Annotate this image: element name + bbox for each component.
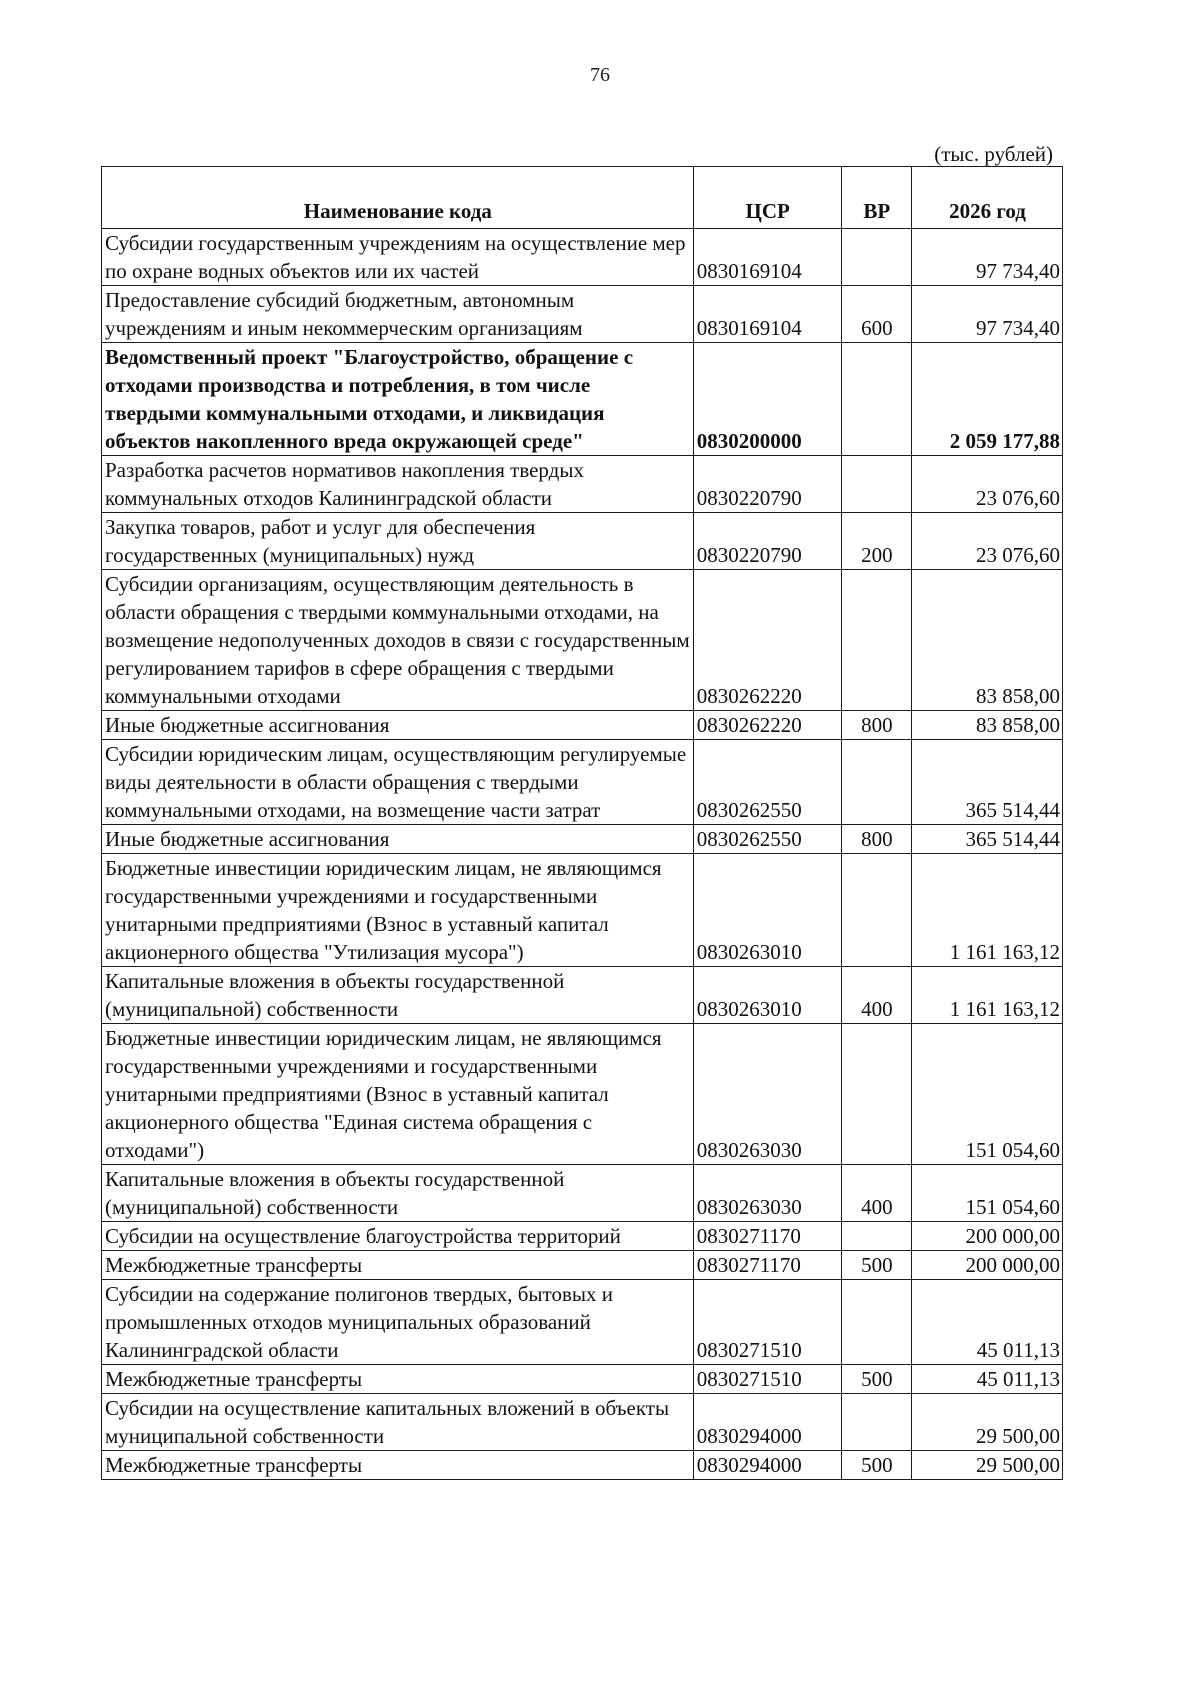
cell-name: Закупка товаров, работ и услуг для обеспечения государственных (муниципальных) нужд <box>102 513 694 570</box>
cell-sum: 97 734,40 <box>912 286 1063 343</box>
cell-sum: 365 514,44 <box>912 825 1063 854</box>
cell-name: Субсидии на осуществление благоустройства территорий <box>102 1222 694 1251</box>
cell-code: 0830169104 <box>693 229 841 286</box>
table-row <box>102 456 1063 513</box>
column-header-name: Наименование кода <box>102 167 694 229</box>
cell-code: 0830262550 <box>693 740 841 825</box>
table-row <box>102 1251 1063 1280</box>
cell-sum: 45 011,13 <box>912 1365 1063 1394</box>
cell-code: 0830262220 <box>693 570 841 711</box>
cell-sum: 83 858,00 <box>912 711 1063 740</box>
cell-vr: 800 <box>841 825 911 854</box>
table-row <box>102 513 1063 570</box>
cell-code: 0830263010 <box>693 854 841 967</box>
cell-sum: 1 161 163,12 <box>912 854 1063 967</box>
table-row <box>102 229 1063 286</box>
cell-vr <box>841 570 911 711</box>
cell-code: 0830271510 <box>693 1280 841 1365</box>
cell-name: Бюджетные инвестиции юридическим лицам, не являющимся государственными учреждениями и государственными унитарными предприятиями (Взнос в уставный капитал акционерного общества "Утилизация мусора") <box>102 854 694 967</box>
page-number: 76 <box>590 64 610 86</box>
table-row <box>102 286 1063 343</box>
cell-name: Бюджетные инвестиции юридическим лицам, не являющимся государственными учреждениями и государственными унитарными предприятиями (Взнос в уставный капитал акционерного общества "Единая система обращения с отходами") <box>102 1024 694 1165</box>
cell-vr <box>841 343 911 456</box>
table-row <box>102 1222 1063 1251</box>
column-header-code: ЦСР <box>693 167 841 229</box>
cell-code: 0830271170 <box>693 1222 841 1251</box>
cell-vr: 500 <box>841 1251 911 1280</box>
table-body <box>102 229 1063 1480</box>
table-row <box>102 967 1063 1024</box>
cell-name: Предоставление субсидий бюджетным, автономным учреждениям и иным некоммерческим организациям <box>102 286 694 343</box>
cell-name: Межбюджетные трансферты <box>102 1451 694 1480</box>
cell-sum: 200 000,00 <box>912 1251 1063 1280</box>
cell-name: Субсидии на осуществление капитальных вложений в объекты муниципальной собственности <box>102 1394 694 1451</box>
table-row <box>102 825 1063 854</box>
cell-vr: 200 <box>841 513 911 570</box>
cell-sum: 83 858,00 <box>912 570 1063 711</box>
cell-vr: 500 <box>841 1365 911 1394</box>
table-row <box>102 1394 1063 1451</box>
cell-sum: 29 500,00 <box>912 1394 1063 1451</box>
cell-name: Субсидии юридическим лицам, осуществляющим регулируемые виды деятельности в области обращения с твердыми коммунальными отходами, на возмещение части затрат <box>102 740 694 825</box>
cell-code: 0830263030 <box>693 1024 841 1165</box>
table-row <box>102 1024 1063 1165</box>
cell-sum: 2 059 177,88 <box>912 343 1063 456</box>
cell-code: 0830220790 <box>693 456 841 513</box>
units-label: (тыс. рублей) <box>934 142 1053 166</box>
cell-sum: 45 011,13 <box>912 1280 1063 1365</box>
column-header-vr: ВР <box>841 167 911 229</box>
cell-name: Иные бюджетные ассигнования <box>102 711 694 740</box>
table-row <box>102 1165 1063 1222</box>
cell-vr: 800 <box>841 711 911 740</box>
cell-sum: 151 054,60 <box>912 1024 1063 1165</box>
cell-vr: 400 <box>841 1165 911 1222</box>
cell-name: Иные бюджетные ассигнования <box>102 825 694 854</box>
cell-vr: 500 <box>841 1451 911 1480</box>
cell-name: Межбюджетные трансферты <box>102 1365 694 1394</box>
cell-sum: 97 734,40 <box>912 229 1063 286</box>
cell-name: Разработка расчетов нормативов накопления твердых коммунальных отходов Калининградской области <box>102 456 694 513</box>
cell-code: 0830271170 <box>693 1251 841 1280</box>
cell-sum: 365 514,44 <box>912 740 1063 825</box>
cell-name: Субсидии государственным учреждениям на осуществление мер по охране водных объектов или их частей <box>102 229 694 286</box>
cell-code: 0830271510 <box>693 1365 841 1394</box>
column-header-year: 2026 год <box>912 167 1063 229</box>
cell-code: 0830263030 <box>693 1165 841 1222</box>
cell-code: 0830294000 <box>693 1451 841 1480</box>
cell-sum: 29 500,00 <box>912 1451 1063 1480</box>
cell-name: Субсидии на содержание полигонов твердых, бытовых и промышленных отходов муниципальных образований Калининградской области <box>102 1280 694 1365</box>
cell-code: 0830262220 <box>693 711 841 740</box>
cell-name: Ведомственный проект "Благоустройство, обращение с отходами производства и потребления, в том числе твердыми коммунальными отходами, и ликвидация объектов накопленного вреда окружающей среде" <box>102 343 694 456</box>
cell-sum: 200 000,00 <box>912 1222 1063 1251</box>
cell-vr <box>841 229 911 286</box>
table-header-row <box>102 167 1063 229</box>
table-row <box>102 343 1063 456</box>
cell-vr: 600 <box>841 286 911 343</box>
table-row <box>102 1451 1063 1480</box>
cell-vr <box>841 854 911 967</box>
cell-vr <box>841 1394 911 1451</box>
cell-vr <box>841 1222 911 1251</box>
cell-code: 0830200000 <box>693 343 841 456</box>
cell-name: Капитальные вложения в объекты государственной (муниципальной) собственности <box>102 1165 694 1222</box>
cell-sum: 23 076,60 <box>912 513 1063 570</box>
cell-sum: 23 076,60 <box>912 456 1063 513</box>
table-row <box>102 854 1063 967</box>
cell-code: 0830263010 <box>693 967 841 1024</box>
cell-vr <box>841 456 911 513</box>
cell-code: 0830262550 <box>693 825 841 854</box>
cell-code: 0830220790 <box>693 513 841 570</box>
cell-name: Субсидии организациям, осуществляющим деятельность в области обращения с твердыми коммунальными отходами, на возмещение недополученных доходов в связи с государственным регулированием тарифов в сфере обращения с твердыми коммунальными отходами <box>102 570 694 711</box>
cell-sum: 151 054,60 <box>912 1165 1063 1222</box>
table-row <box>102 1365 1063 1394</box>
cell-name: Капитальные вложения в объекты государственной (муниципальной) собственности <box>102 967 694 1024</box>
cell-vr <box>841 1024 911 1165</box>
cell-name: Межбюджетные трансферты <box>102 1251 694 1280</box>
cell-sum: 1 161 163,12 <box>912 967 1063 1024</box>
cell-vr <box>841 740 911 825</box>
table-row <box>102 740 1063 825</box>
cell-code: 0830294000 <box>693 1394 841 1451</box>
table-row <box>102 711 1063 740</box>
cell-vr <box>841 1280 911 1365</box>
table-row <box>102 570 1063 711</box>
cell-vr: 400 <box>841 967 911 1024</box>
budget-table <box>101 166 1063 1480</box>
table-row <box>102 1280 1063 1365</box>
cell-code: 0830169104 <box>693 286 841 343</box>
